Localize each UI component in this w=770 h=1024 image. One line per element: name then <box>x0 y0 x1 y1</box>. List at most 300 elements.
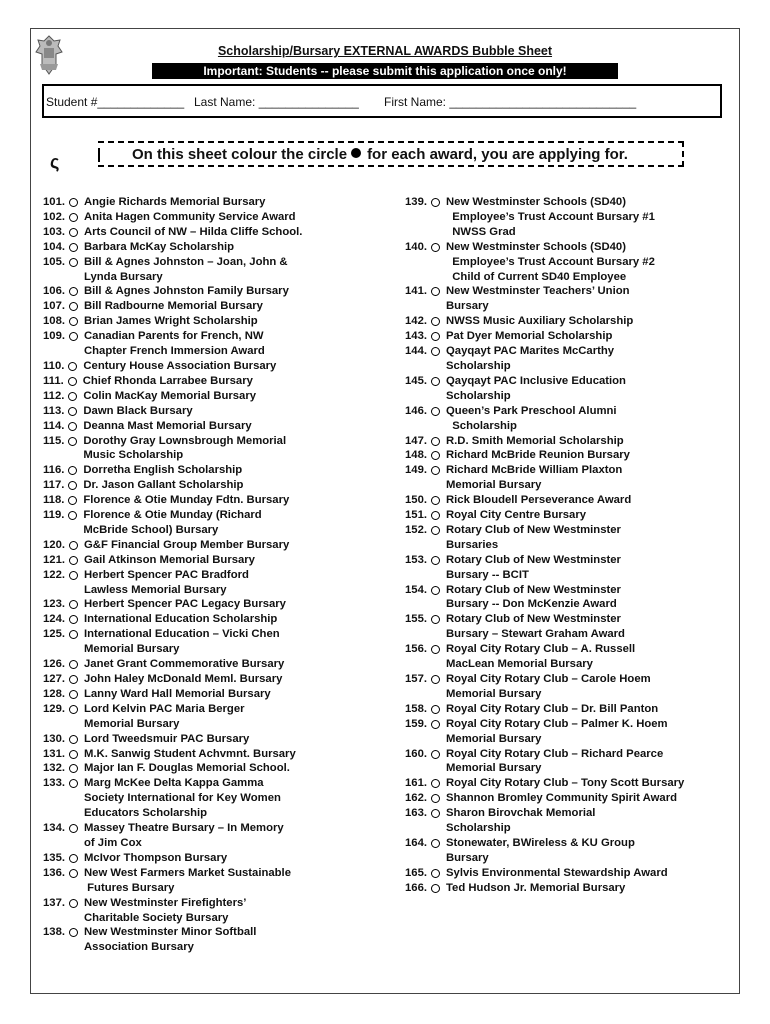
bubble-circle[interactable] <box>69 928 78 937</box>
award-item <box>43 612 388 627</box>
award-item <box>405 463 740 493</box>
bubble-circle[interactable] <box>69 302 78 311</box>
award-name-line: Bursary – Stewart Graham Award <box>446 628 625 641</box>
award-name-line: Futures Bursary <box>84 881 175 894</box>
award-number: 152. <box>405 523 427 536</box>
awards-list-left <box>43 195 388 955</box>
award-number: 126. <box>43 658 65 671</box>
award-name <box>446 240 655 285</box>
bubble-circle[interactable] <box>431 332 440 341</box>
bubble-circle[interactable] <box>69 690 78 699</box>
award-number: 117. <box>43 479 65 492</box>
award-number: 122. <box>43 568 65 581</box>
award-name-line: International Education Scholarship <box>84 613 278 626</box>
award-item <box>43 284 388 299</box>
bubble-circle[interactable] <box>69 899 78 908</box>
award-item <box>405 508 740 523</box>
bubble-circle[interactable] <box>68 511 77 520</box>
award-item <box>405 866 740 881</box>
award-name-line: Barbara McKay Scholarship <box>84 240 235 253</box>
award-name <box>84 627 280 657</box>
award-item <box>43 404 388 419</box>
bubble-circle[interactable] <box>69 779 78 788</box>
award-name <box>84 314 258 329</box>
bubble-circle[interactable] <box>69 630 78 639</box>
award-name-line: G&F Financial Group Member Bursary <box>84 538 290 551</box>
award-name-line: Lanny Ward Hall Memorial Bursary <box>84 687 271 700</box>
award-item <box>405 612 740 642</box>
bubble-circle[interactable] <box>69 854 78 863</box>
award-name <box>83 419 251 434</box>
award-number: 120. <box>43 538 65 551</box>
award-name <box>446 806 595 836</box>
bubble-circle[interactable] <box>431 839 440 848</box>
award-name <box>446 672 651 702</box>
award-name-line: Bursary <box>446 300 489 313</box>
bubble-circle[interactable] <box>431 526 440 535</box>
award-item <box>43 225 388 240</box>
award-number: 163. <box>405 807 427 820</box>
award-name <box>446 836 635 866</box>
important-banner: Important: Students -- please submit this application once only! <box>152 63 618 79</box>
bubble-circle[interactable] <box>69 198 78 207</box>
award-name <box>84 747 296 762</box>
award-item <box>405 404 740 434</box>
award-name-line: Scholarship <box>446 359 511 372</box>
bubble-circle[interactable] <box>431 675 440 684</box>
award-name-line: Dawn Black Bursary <box>83 404 193 417</box>
award-item <box>43 538 388 553</box>
bubble-circle[interactable] <box>68 437 77 446</box>
award-name <box>84 538 289 553</box>
award-number: 144. <box>405 345 427 358</box>
award-name <box>446 702 658 717</box>
award-name-line: of Jim Cox <box>84 836 142 849</box>
award-name-line: Chief Rhonda Larrabee Bursary <box>82 374 253 387</box>
bubble-circle[interactable] <box>69 213 78 222</box>
award-name <box>446 314 633 329</box>
award-name-line: Century House Association Bursary <box>83 359 277 372</box>
award-name <box>83 508 261 538</box>
award-name-line: Pat Dyer Memorial Scholarship <box>446 330 613 343</box>
award-number: 108. <box>43 315 65 328</box>
bubble-circle[interactable] <box>69 735 78 744</box>
award-name-line: New Westminster Schools (SD40) <box>446 240 626 253</box>
award-number: 143. <box>405 330 427 343</box>
award-name <box>84 329 265 359</box>
award-number: 128. <box>43 687 65 700</box>
award-item <box>405 314 740 329</box>
first-name-field[interactable]: First Name: ____________________________ <box>384 95 637 109</box>
award-name-line: Ted Hudson Jr. Memorial Bursary <box>446 881 626 894</box>
bubble-circle[interactable] <box>431 243 440 252</box>
bubble-circle[interactable] <box>431 615 440 624</box>
award-name <box>446 508 586 523</box>
award-name <box>83 478 243 493</box>
bubble-circle[interactable] <box>69 869 78 878</box>
bubble-circle[interactable] <box>431 556 440 565</box>
award-item <box>405 493 740 508</box>
bubble-circle[interactable] <box>69 287 78 296</box>
award-name-line: Shannon Bromley Community Spirit Award <box>446 792 677 805</box>
award-name-line: Brian James Wright Scholarship <box>84 315 258 328</box>
award-name <box>446 374 626 404</box>
award-item <box>43 687 388 702</box>
bubble-circle[interactable] <box>431 377 440 386</box>
award-item <box>43 255 388 285</box>
bubble-circle[interactable] <box>431 586 440 595</box>
award-number: 124. <box>43 613 65 626</box>
award-item <box>43 627 388 657</box>
award-name <box>83 463 242 478</box>
award-item <box>43 657 388 672</box>
sheet-title: Scholarship/Bursary EXTERNAL AWARDS Bubble Sheet <box>217 44 553 58</box>
award-item <box>43 359 388 374</box>
bubble-circle[interactable] <box>69 660 78 669</box>
bubble-circle[interactable] <box>69 317 78 326</box>
bubble-circle[interactable] <box>69 556 78 565</box>
bubble-circle[interactable] <box>69 764 78 773</box>
award-name <box>446 404 617 434</box>
award-name <box>446 881 625 896</box>
award-name <box>84 255 288 285</box>
award-name-line: Angie Richards Memorial Bursary <box>84 196 266 208</box>
bubble-circle[interactable] <box>69 705 78 714</box>
award-item <box>43 896 388 926</box>
award-name-line: New Westminster Minor Softball <box>84 926 257 939</box>
award-item <box>43 419 388 434</box>
award-name-line: Society International for Key Women <box>84 792 281 805</box>
award-name-line: Scholarship <box>446 419 517 432</box>
award-name-line: Canadian Parents for French, NW <box>84 330 264 343</box>
bubble-circle[interactable] <box>69 258 78 267</box>
award-name-line: Royal City Rotary Club – Palmer K. Hoem <box>446 717 668 730</box>
award-name-line: Bursary <box>446 851 489 864</box>
bubble-circle[interactable] <box>431 437 440 446</box>
award-item <box>43 493 388 508</box>
award-item <box>405 523 740 553</box>
bubble-circle[interactable] <box>431 407 440 416</box>
award-name-line: New Westminster Firefighters’ <box>84 896 247 909</box>
award-name-line: Chapter French Immersion Award <box>84 345 265 358</box>
award-name <box>446 493 631 508</box>
award-name <box>446 344 614 374</box>
award-number: 146. <box>405 404 427 417</box>
award-number: 142. <box>405 315 427 328</box>
award-item <box>405 329 740 344</box>
award-name-line: Bill & Agnes Johnston Family Bursary <box>84 285 289 298</box>
award-name-line: Rotary Club of New Westminster <box>446 613 621 626</box>
award-name-line: Bill Radbourne Memorial Bursary <box>84 300 263 313</box>
award-item <box>405 806 740 836</box>
bubble-circle[interactable] <box>431 317 440 326</box>
award-name-line: Sharon Birovchak Memorial <box>446 807 596 820</box>
award-name-line: Memorial Bursary <box>446 762 542 775</box>
award-item <box>43 925 388 955</box>
bubble-circle[interactable] <box>431 198 440 207</box>
award-name-line: R.D. Smith Memorial Scholarship <box>446 434 624 447</box>
award-number: 147. <box>405 434 427 447</box>
award-number: 109. <box>43 330 65 343</box>
award-item <box>405 672 740 702</box>
award-name-line: Richard McBride Reunion Bursary <box>446 449 630 462</box>
award-item <box>43 299 388 314</box>
award-number: 151. <box>405 509 427 522</box>
award-name-line: Lord Kelvin PAC Maria Berger <box>84 702 245 715</box>
award-name-line: Memorial Bursary <box>446 732 542 745</box>
award-item <box>43 866 388 896</box>
award-item <box>43 821 388 851</box>
award-item <box>405 240 740 285</box>
award-item <box>43 747 388 762</box>
award-name <box>84 732 249 747</box>
award-number: 112. <box>43 389 65 402</box>
award-name-line: John Haley McDonald Meml. Bursary <box>84 673 283 685</box>
bubble-circle[interactable] <box>69 243 78 252</box>
award-item <box>43 389 388 404</box>
award-name-line: Memorial Bursary <box>84 643 180 656</box>
bubble-circle[interactable] <box>69 600 78 609</box>
award-item <box>43 195 388 210</box>
award-name <box>84 761 290 776</box>
bubble-circle[interactable] <box>431 496 440 505</box>
student-number-field[interactable]: Student #_____________ <box>46 95 185 109</box>
award-name <box>84 284 289 299</box>
award-number: 107. <box>43 300 65 313</box>
bubble-circle[interactable] <box>68 466 77 475</box>
bubble-circle[interactable] <box>431 511 440 520</box>
award-number: 129. <box>43 702 65 715</box>
award-name-line: Dorretha English Scholarship <box>83 464 243 477</box>
award-name-line: Florence & Otie Munday Fdtn. Bursary <box>83 494 290 507</box>
award-item <box>405 747 740 777</box>
award-name-line: Royal City Rotary Club – Richard Pearce <box>446 747 664 760</box>
award-number: 130. <box>43 732 65 745</box>
award-name <box>446 747 663 777</box>
award-name-line: NWSS Grad <box>446 225 516 238</box>
award-name <box>84 896 246 926</box>
award-name-line: Music Scholarship <box>83 449 184 462</box>
award-item <box>43 672 388 687</box>
award-item <box>43 702 388 732</box>
bubble-circle[interactable] <box>69 332 78 341</box>
award-item <box>43 761 388 776</box>
award-number: 118. <box>43 494 65 507</box>
award-item <box>43 776 388 821</box>
award-name <box>446 195 655 240</box>
award-number: 139. <box>405 196 427 208</box>
award-number: 111. <box>43 374 64 387</box>
award-name <box>83 374 253 389</box>
bubble-circle[interactable] <box>431 809 440 818</box>
award-item <box>405 791 740 806</box>
bubble-circle[interactable] <box>431 347 440 356</box>
award-number: 164. <box>405 836 427 849</box>
award-name <box>446 717 668 747</box>
award-item <box>405 448 740 463</box>
award-name-line: New West Farmers Market Sustainable <box>84 866 291 879</box>
bubble-circle[interactable] <box>431 451 440 460</box>
award-item <box>405 284 740 314</box>
award-name <box>84 553 255 568</box>
award-name-line: Anita Hagen Community Service Award <box>84 210 296 223</box>
award-name-line: Sylvis Environmental Stewardship Award <box>446 866 668 879</box>
award-number: 134. <box>43 822 65 835</box>
bubble-circle[interactable] <box>68 422 77 431</box>
bubble-circle[interactable] <box>431 287 440 296</box>
bubble-circle[interactable] <box>69 571 78 580</box>
bubble-circle[interactable] <box>431 779 440 788</box>
bubble-circle[interactable] <box>431 720 440 729</box>
award-name-line: Queen’s Park Preschool Alumni <box>446 404 617 417</box>
award-item <box>43 329 388 359</box>
award-name-line: Herbert Spencer PAC Bradford <box>84 568 249 581</box>
award-number: 159. <box>405 717 427 730</box>
award-name <box>446 463 622 493</box>
award-name-line: Lawless Memorial Bursary <box>84 583 227 596</box>
award-name-line: Qayqayt PAC Marites McCarthy <box>446 345 615 358</box>
award-number: 137. <box>43 896 65 909</box>
award-name <box>84 866 291 896</box>
award-number: 115. <box>43 434 65 447</box>
bubble-circle[interactable] <box>431 794 440 803</box>
bubble-circle[interactable] <box>69 675 78 684</box>
bubble-circle[interactable] <box>68 481 77 490</box>
award-name-line: NWSS Music Auxiliary Scholarship <box>446 315 634 328</box>
award-item <box>405 374 740 404</box>
award-name-line: Marg McKee Delta Kappa Gamma <box>84 777 264 790</box>
award-name-line: Employee’s Trust Account Bursary #2 <box>446 255 655 268</box>
bubble-circle[interactable] <box>68 407 77 416</box>
award-name <box>446 866 668 881</box>
award-item <box>405 642 740 672</box>
award-name-line: McBride School) Bursary <box>83 523 219 536</box>
award-name-line: Association Bursary <box>84 941 194 954</box>
award-number: 121. <box>43 553 65 566</box>
award-name <box>83 404 192 419</box>
award-number: 116. <box>43 464 65 477</box>
award-number: 145. <box>405 374 427 387</box>
award-name-line: Memorial Bursary <box>446 479 542 492</box>
award-name-line: Richard McBride William Plaxton <box>446 464 623 477</box>
award-name-line: Lynda Bursary <box>84 270 163 283</box>
award-number: 140. <box>405 240 427 253</box>
award-name <box>84 672 282 687</box>
bubble-circle[interactable] <box>68 362 77 371</box>
award-item <box>43 732 388 747</box>
bubble-circle[interactable] <box>431 466 440 475</box>
award-number: 136. <box>43 866 65 879</box>
award-name-line: M.K. Sanwig Student Achvmnt. Bursary <box>84 747 296 760</box>
award-item <box>405 434 740 449</box>
award-name-line: Rotary Club of New Westminster <box>446 583 621 596</box>
award-number: 123. <box>43 598 65 611</box>
award-item <box>43 374 388 389</box>
bubble-circle[interactable] <box>431 869 440 878</box>
award-name-line: Dr. Jason Gallant Scholarship <box>83 479 244 492</box>
award-number: 150. <box>405 494 427 507</box>
award-number: 154. <box>405 583 427 596</box>
award-number: 103. <box>43 225 65 238</box>
award-item <box>43 210 388 225</box>
award-name-line: Stonewater, BWireless & KU Group <box>446 836 635 849</box>
bubble-circle[interactable] <box>431 705 440 714</box>
award-name <box>446 553 621 583</box>
award-item <box>405 702 740 717</box>
award-name-line: MacLean Memorial Bursary <box>446 658 593 671</box>
bubble-circle[interactable] <box>69 615 78 624</box>
award-name <box>84 240 234 255</box>
bubble-circle[interactable] <box>69 541 78 550</box>
award-name <box>84 210 296 225</box>
bubble-circle[interactable] <box>68 496 77 505</box>
award-item <box>405 583 740 613</box>
award-name <box>84 195 265 210</box>
award-number: 141. <box>405 285 427 298</box>
award-name <box>84 821 284 851</box>
award-name-line: New Westminster Schools (SD40) <box>446 196 626 208</box>
award-name-line: Royal City Rotary Club – A. Russell <box>446 643 636 656</box>
award-number: 160. <box>405 747 427 760</box>
award-name <box>84 687 271 702</box>
bubble-circle[interactable] <box>69 824 78 833</box>
award-item <box>43 553 388 568</box>
bubble-circle[interactable] <box>68 377 77 386</box>
award-name <box>446 284 630 314</box>
award-item <box>43 434 388 464</box>
award-name <box>84 612 277 627</box>
award-item <box>43 240 388 255</box>
bubble-circle[interactable] <box>68 392 77 401</box>
bubble-circle[interactable] <box>431 750 440 759</box>
award-number: 153. <box>405 553 427 566</box>
award-name <box>446 612 625 642</box>
award-name <box>446 776 684 791</box>
award-name <box>84 851 227 866</box>
award-name <box>446 434 624 449</box>
award-name <box>84 657 284 672</box>
bubble-circle[interactable] <box>69 750 78 759</box>
award-name-line: Colin MacKay Memorial Bursary <box>83 389 257 402</box>
award-name <box>446 329 612 344</box>
award-name-line: Bill & Agnes Johnston – Joan, John & <box>84 255 288 268</box>
award-name-line: Florence & Otie Munday (Richard <box>83 509 262 522</box>
award-number: 101. <box>43 196 65 208</box>
last-name-field[interactable]: Last Name: _______________ <box>194 95 359 109</box>
award-name-line: Massey Theatre Bursary – In Memory <box>84 822 284 835</box>
award-number: 162. <box>405 792 427 805</box>
award-name-line: Child of Current SD40 Employee <box>446 270 627 283</box>
award-name-line: Bursary -- BCIT <box>446 568 529 581</box>
award-number: 113. <box>43 404 65 417</box>
award-number: 105. <box>43 255 65 268</box>
bubble-circle[interactable] <box>431 884 440 893</box>
award-number: 155. <box>405 613 427 626</box>
award-number: 132. <box>43 762 65 775</box>
award-name-line: Deanna Mast Memorial Bursary <box>83 419 252 432</box>
award-name-line: Major Ian F. Douglas Memorial School. <box>84 762 290 775</box>
award-number: 135. <box>43 851 65 864</box>
award-item <box>43 851 388 866</box>
award-number: 166. <box>405 881 427 894</box>
award-name <box>446 523 621 553</box>
award-name <box>84 702 245 732</box>
award-name-line: Charitable Society Bursary <box>84 911 229 924</box>
award-number: 156. <box>405 643 427 656</box>
bubble-circle[interactable] <box>69 228 78 237</box>
bubble-circle[interactable] <box>431 645 440 654</box>
award-name <box>83 434 286 464</box>
